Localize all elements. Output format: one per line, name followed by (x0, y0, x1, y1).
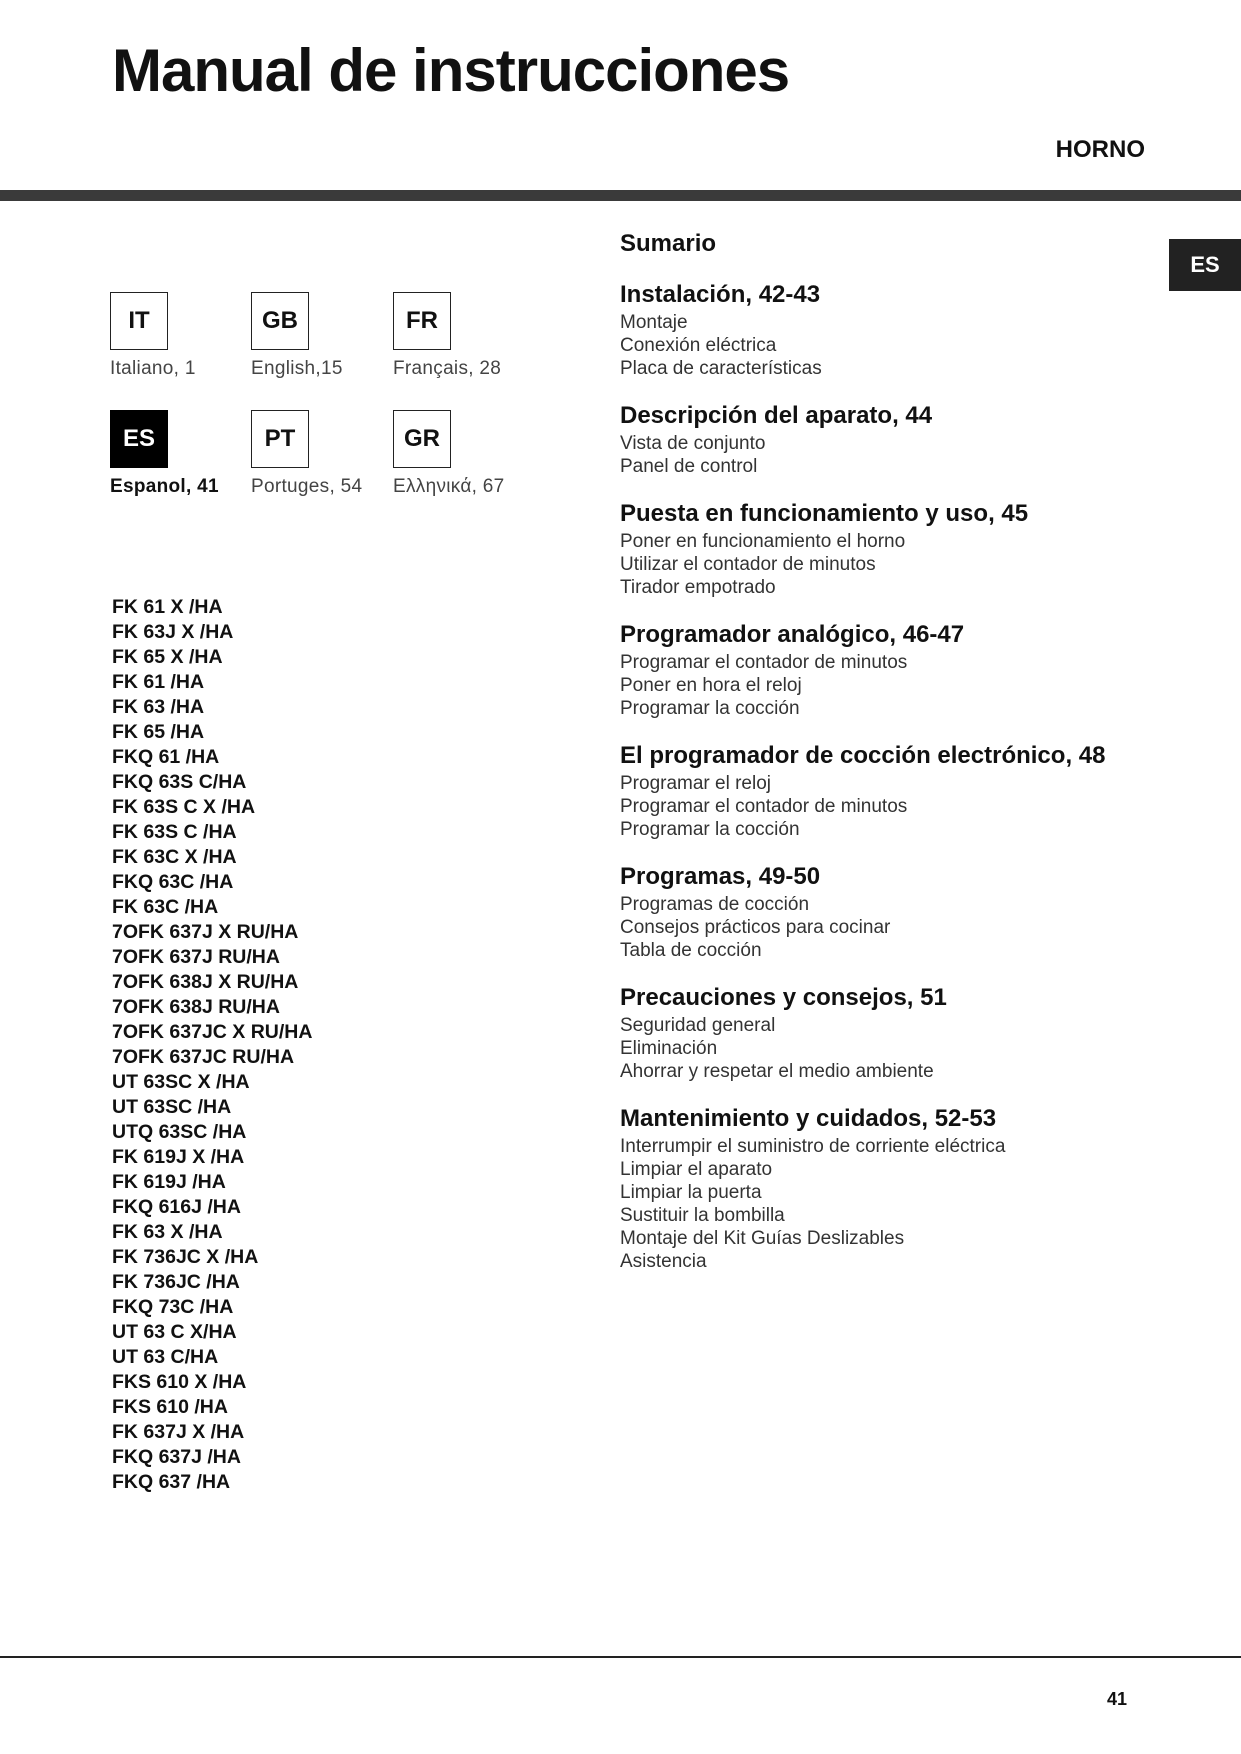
toc-subitem: Tirador empotrado (620, 577, 776, 598)
toc-subitem: Conexión eléctrica (620, 335, 777, 356)
toc-subitem: Limpiar el aparato (620, 1159, 773, 1180)
toc-subitems (620, 530, 1180, 599)
model-item: FKQ 637 /HA (112, 1471, 231, 1493)
language-label: Portuges, 54 (251, 476, 363, 497)
model-item: FK 63J X /HA (112, 621, 234, 643)
toc-section (620, 499, 1180, 599)
model-item: 7OFK 638J RU/HA (112, 996, 280, 1018)
product-name: HORNO (1055, 136, 1145, 163)
toc-subitem: Interrumpir el suministro de corriente eléctrica (620, 1136, 1006, 1157)
language-code-box: PT (251, 410, 309, 468)
toc-subitem: Placa de características (620, 358, 822, 379)
toc-title: Sumario (620, 230, 717, 257)
model-item: FK 736JC /HA (112, 1271, 240, 1293)
model-item: UT 63 C X/HA (112, 1321, 237, 1343)
footer-divider (0, 1656, 1241, 1658)
model-item: FK 63S C X /HA (112, 796, 256, 818)
toc-section-heading: Descripción del aparato, 44 (620, 402, 933, 429)
language-label: English,15 (251, 358, 343, 379)
model-item: FKS 610 /HA (112, 1396, 228, 1418)
model-item: FKQ 616J /HA (112, 1196, 241, 1218)
model-item: 7OFK 637JC X RU/HA (112, 1021, 313, 1043)
model-item: FKQ 73C /HA (112, 1296, 234, 1318)
model-item: FK 63 /HA (112, 696, 205, 718)
toc-subitem: Eliminación (620, 1038, 718, 1059)
language-label: Ελληνικά, 67 (393, 476, 505, 497)
model-item: FK 619J /HA (112, 1171, 226, 1193)
toc-subitem: Sustituir la bombilla (620, 1205, 785, 1226)
model-item: UT 63 C/HA (112, 1346, 219, 1368)
toc-subitem: Utilizar el contador de minutos (620, 554, 876, 575)
toc-section-heading: Programador analógico, 46-47 (620, 621, 965, 648)
toc-subitems (620, 893, 1180, 962)
toc-section (620, 401, 1180, 478)
model-list (112, 595, 312, 1495)
language-label: Français, 28 (393, 358, 502, 379)
model-item: 7OFK 637JC RU/HA (112, 1046, 295, 1068)
toc-subitem: Programar el contador de minutos (620, 652, 908, 673)
language-code-box: IT (110, 292, 168, 350)
language-item-it (110, 292, 250, 380)
model-item: UT 63SC X /HA (112, 1071, 250, 1093)
model-item: UT 63SC /HA (112, 1096, 232, 1118)
model-item: FK 637J X /HA (112, 1421, 245, 1443)
model-item: 7OFK 637J RU/HA (112, 946, 280, 968)
language-item-gb (251, 292, 391, 380)
toc-subitems (620, 1014, 1180, 1083)
language-tab: ES (1169, 239, 1241, 291)
toc-section (620, 620, 1180, 720)
toc-subitem: Limpiar la puerta (620, 1182, 762, 1203)
model-item: FKQ 63C /HA (112, 871, 234, 893)
toc-subitem: Ahorrar y respetar el medio ambiente (620, 1061, 934, 1082)
toc-subitem: Programar el contador de minutos (620, 796, 908, 817)
language-item-pt (251, 410, 391, 498)
model-item: FKQ 63S C/HA (112, 771, 247, 793)
toc-section (620, 741, 1180, 841)
language-item-gr (393, 410, 533, 498)
toc-section-heading: Programas, 49-50 (620, 863, 821, 890)
toc-subitem: Consejos prácticos para cocinar (620, 917, 891, 938)
toc-subitem: Programar la cocción (620, 819, 800, 840)
model-item: FK 736JC X /HA (112, 1246, 259, 1268)
toc-subitem: Seguridad general (620, 1015, 776, 1036)
model-item: FK 61 X /HA (112, 596, 223, 618)
model-item: FK 61 /HA (112, 671, 205, 693)
language-code-box: GR (393, 410, 451, 468)
table-of-contents (620, 230, 1180, 1294)
toc-section-heading: Instalación, 42-43 (620, 281, 821, 308)
language-label-active: Espanol, 41 (110, 476, 219, 497)
toc-subitem: Programas de cocción (620, 894, 810, 915)
toc-section (620, 862, 1180, 962)
toc-section-heading: El programador de cocción electrónico, 48 (620, 742, 1106, 769)
toc-subitem: Poner en funcionamiento el horno (620, 531, 906, 552)
toc-section-heading: Puesta en funcionamiento y uso, 45 (620, 500, 1029, 527)
toc-section (620, 1104, 1180, 1273)
model-item: FK 63 X /HA (112, 1221, 223, 1243)
language-item-es (110, 410, 250, 498)
toc-subitem: Montaje (620, 312, 688, 333)
language-code-box-active: ES (110, 410, 168, 468)
model-item: FKQ 61 /HA (112, 746, 220, 768)
toc-subitem: Asistencia (620, 1251, 707, 1272)
toc-subitem: Montaje del Kit Guías Deslizables (620, 1228, 905, 1249)
toc-subitem: Vista de conjunto (620, 433, 766, 454)
toc-section-heading: Mantenimiento y cuidados, 52-53 (620, 1105, 997, 1132)
toc-subitem: Programar la cocción (620, 698, 800, 719)
toc-subitem: Panel de control (620, 456, 758, 477)
model-item: FK 619J X /HA (112, 1146, 245, 1168)
model-item: FKS 610 X /HA (112, 1371, 247, 1393)
model-item: FKQ 637J /HA (112, 1446, 241, 1468)
document-title: Manual de instrucciones (112, 37, 790, 104)
toc-section (620, 280, 1180, 380)
toc-subitems (620, 1135, 1180, 1273)
model-item: 7OFK 637J X RU/HA (112, 921, 299, 943)
model-item: 7OFK 638J X RU/HA (112, 971, 299, 993)
toc-subitem: Tabla de cocción (620, 940, 762, 961)
model-item: FK 63S C /HA (112, 821, 237, 843)
toc-subitems (620, 311, 1180, 380)
header-divider (0, 190, 1241, 201)
toc-section-heading: Precauciones y consejos, 51 (620, 984, 947, 1011)
language-code-box: GB (251, 292, 309, 350)
language-item-fr (393, 292, 533, 380)
toc-subitem: Poner en hora el reloj (620, 675, 802, 696)
model-item: FK 65 /HA (112, 721, 205, 743)
toc-sections (620, 280, 1180, 1273)
page-number: 41 (1106, 1689, 1127, 1709)
model-item: UTQ 63SC /HA (112, 1121, 247, 1143)
toc-subitems (620, 651, 1180, 720)
model-item: FK 63C /HA (112, 896, 219, 918)
toc-subitems (620, 772, 1180, 841)
toc-section (620, 983, 1180, 1083)
model-item: FK 65 X /HA (112, 646, 223, 668)
language-label: Italiano, 1 (110, 358, 196, 379)
model-item: FK 63C X /HA (112, 846, 237, 868)
language-code-box: FR (393, 292, 451, 350)
toc-subitem: Programar el reloj (620, 773, 771, 794)
toc-subitems (620, 432, 1180, 478)
